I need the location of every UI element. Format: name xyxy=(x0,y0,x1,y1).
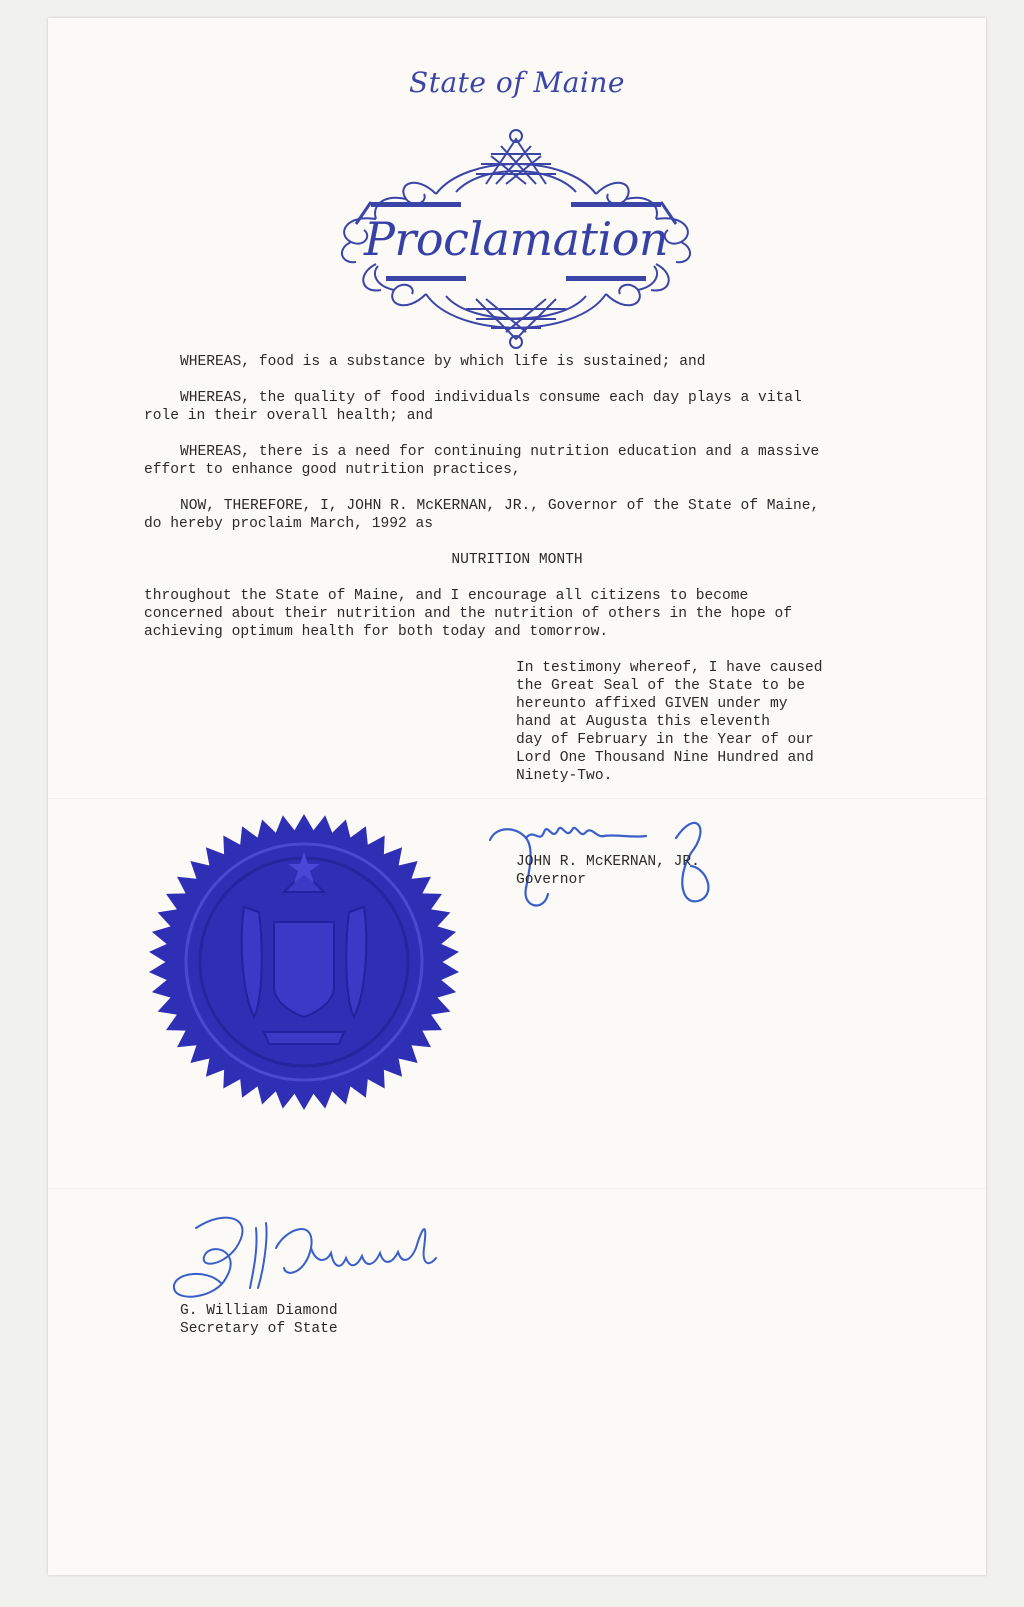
secretary-title: Secretary of State xyxy=(180,1321,338,1337)
closing-paragraph-line-2: concerned about their nutrition and the nutrition of others in the hope of xyxy=(144,606,793,622)
governor-name: JOHN R. McKERNAN, JR. xyxy=(516,854,700,870)
whereas-paragraph-1: WHEREAS, food is a substance by which life is sustained; and xyxy=(180,354,706,370)
testimony-line: Lord One Thousand Nine Hundred and xyxy=(516,750,814,766)
seal-relief-figure xyxy=(264,1032,344,1044)
paper-fold-line xyxy=(48,798,986,800)
closing-paragraph-line-3: achieving optimum health for both today and tomorrow. xyxy=(144,624,609,640)
testimony-line: the Great Seal of the State to be xyxy=(516,678,806,694)
whereas-paragraph-2-line-2: role in their overall health; and xyxy=(144,408,434,424)
whereas-paragraph-2-line-1: WHEREAS, the quality of food individuals consume each day plays a vital xyxy=(180,390,802,406)
proclaim-paragraph-line-2: do hereby proclaim March, 1992 as xyxy=(144,516,434,532)
proclamation-document xyxy=(48,18,986,1575)
proclamation-emblem xyxy=(316,114,716,354)
testimony-line: In testimony whereof, I have caused xyxy=(516,660,823,676)
great-seal-of-maine xyxy=(144,812,474,1112)
testimony-line: hand at Augusta this eleventh xyxy=(516,714,770,730)
secretary-name: G. William Diamond xyxy=(180,1303,338,1319)
paper-fold-line xyxy=(48,1188,986,1190)
closing-paragraph-line-1: throughout the State of Maine, and I encourage all citizens to become xyxy=(144,588,749,604)
seal-relief-figure xyxy=(274,922,334,1017)
testimony-line: Ninety-Two. xyxy=(516,768,613,784)
whereas-paragraph-3-line-2: effort to enhance good nutrition practices, xyxy=(144,462,521,478)
governor-title: Governor xyxy=(516,872,587,888)
proclamation-heading: NUTRITION MONTH xyxy=(451,552,583,568)
state-title: State of Maine xyxy=(409,66,625,99)
proclaim-paragraph-line-1: NOW, THEREFORE, I, JOHN R. McKERNAN, JR., Governor of the State of Maine, xyxy=(180,498,820,514)
testimony-line: day of February in the Year of our xyxy=(516,732,814,748)
whereas-paragraph-3-line-1: WHEREAS, there is a need for continuing nutrition education and a massive xyxy=(180,444,820,460)
testimony-line: hereunto affixed GIVEN under my xyxy=(516,696,788,712)
proclamation-title: Proclamation xyxy=(363,212,669,266)
